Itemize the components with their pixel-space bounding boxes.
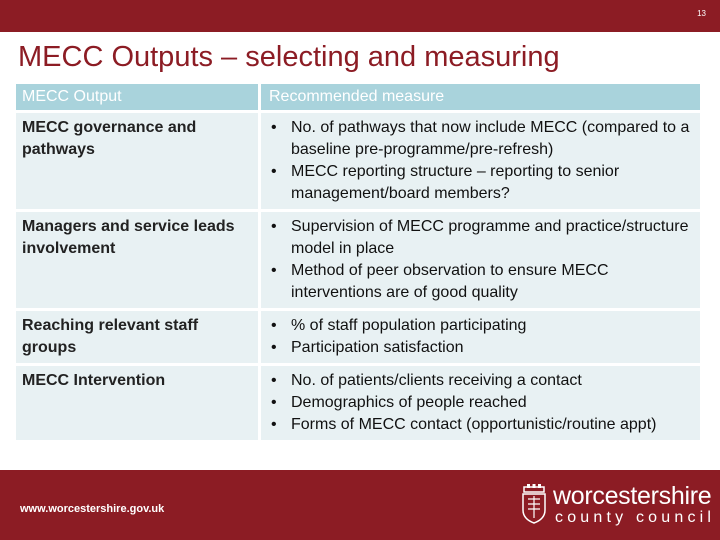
table-header-row (16, 84, 700, 112)
measure-item (269, 337, 694, 359)
measure-item (269, 216, 694, 260)
table-row (16, 310, 700, 365)
table-row (16, 112, 700, 211)
output-cell: Managers and service leads involvement (16, 211, 260, 310)
measure-cell (260, 211, 701, 310)
measure-text: Demographics of people reached (291, 394, 527, 411)
measure-list (269, 370, 694, 436)
measure-text: Supervision of MECC programme and practice/structure model in place (291, 218, 689, 257)
header-recommended-measure: Recommended measure (260, 84, 701, 112)
council-logo (521, 482, 716, 532)
output-cell: Reaching relevant staff groups (16, 310, 260, 365)
measure-text: No. of pathways that now include MECC (compared to a baseline pre-programme/pre-refresh) (291, 119, 690, 158)
measure-item (269, 260, 694, 304)
header-mecc-output: MECC Output (16, 84, 260, 112)
measure-text: No. of patients/clients receiving a contact (291, 372, 582, 389)
bullet-icon: • (271, 218, 277, 235)
table-row (16, 211, 700, 310)
output-cell: MECC governance and pathways (16, 112, 260, 211)
logo-wordmark-top: worcestershire (553, 482, 712, 510)
measures-table (16, 84, 700, 443)
measure-cell (260, 365, 701, 442)
bullet-icon: • (271, 416, 277, 433)
bullet-icon: • (271, 339, 277, 356)
measure-list (269, 315, 694, 359)
slide-title: MECC Outputs – selecting and measuring (18, 41, 560, 73)
bullet-icon: • (271, 262, 277, 279)
slide-number: 13 (697, 9, 706, 18)
bullet-icon: • (271, 119, 277, 136)
measure-item (269, 370, 694, 392)
measure-cell (260, 112, 701, 211)
bullet-icon: • (271, 163, 277, 180)
measure-item (269, 117, 694, 161)
output-cell: MECC Intervention (16, 365, 260, 442)
measure-item (269, 414, 694, 436)
footer-url-link[interactable]: www.worcestershire.gov.uk (20, 503, 165, 515)
table-row (16, 365, 700, 442)
measure-item (269, 315, 694, 337)
bullet-icon: • (271, 317, 277, 334)
measure-text: Forms of MECC contact (opportunistic/routine appt) (291, 416, 657, 433)
measure-text: MECC reporting structure – reporting to senior management/board members? (291, 163, 620, 202)
measure-list (269, 117, 694, 205)
measure-item (269, 392, 694, 414)
measure-text: Participation satisfaction (291, 339, 464, 356)
top-bar (0, 0, 720, 32)
measure-cell (260, 310, 701, 365)
measure-item (269, 161, 694, 205)
measure-text: % of staff population participating (291, 317, 527, 334)
crest-icon (521, 484, 547, 524)
bullet-icon: • (271, 394, 277, 411)
measure-text: Method of peer observation to ensure MECC interventions are of good quality (291, 262, 609, 301)
footer-bar (0, 470, 720, 540)
logo-wordmark-bottom: county council (555, 509, 716, 526)
bullet-icon: • (271, 372, 277, 389)
measure-list (269, 216, 694, 304)
